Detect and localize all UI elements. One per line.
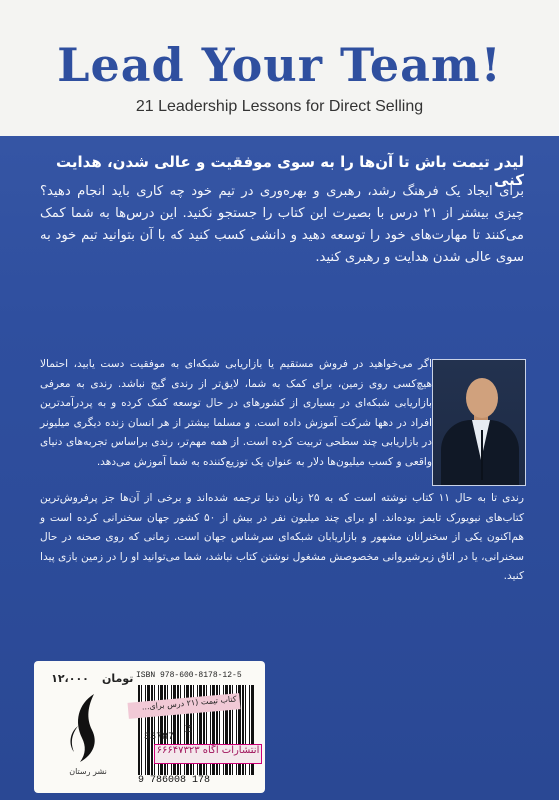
blurb-heading: لیدر تیمت باش تا آن‌ها را به سوی موفقیت و عالی شدن، هدایت کنی <box>56 153 524 189</box>
barcode-number: 9 786008 178 <box>138 775 211 786</box>
price-unit: تومان <box>102 672 134 685</box>
author-bio-part2: رندی تا به حال ۱۱ کتاب نوشته است که به ۲۵ زبان دنیا ترجمه شده‌اند و برخی از آن‌ها جز پرفروش‌ترین کتاب‌های نیویورک تایمز بوده‌اند. او برای چند میلیون نفر در بیش از ۵۰ کشور جهان سخنرانی کرده است و هم‌اکنون یکی از سخنرانان مشهور و بازاریابان شبکه‌ای سرشناس جهان است. زمانی که روی صحنه در حال سخنرانی، یا در اتاق زیرشیروانی مخصوصش مشغول نوشتن کتاب نباشد، شما می‌توانید او را در زمین بازی پیدا کنید. <box>40 492 524 583</box>
price-number: ۱۲،۰۰۰ <box>51 672 89 685</box>
author-bio-part1: اگر می‌خواهید در فروش مستقیم یا بازاریابی شبکه‌ای به موفقیت دست یابید، احتمالا هیچ‌کسی روی زمین، برای کمک به شما، لایق‌تر از رندی گیج نباشد. رندی به معرفی بازاریابی شبکه‌ای در بسیاری از کشورهای در حال توسعه کمک کرده و به پردرآمدترین افراد در دهها شرکت آموزش داده است. و مسلما بیشتر از هر انسان زنده دیگری میلیونر در بازاریابی چند سطحی تربیت کرده است. از همه مهم‌تر، رندی براساس تجربه‌های دنیای واقعی و کسب میلیون‌ها دلار به عنوان یک توزیع‌کننده به شما آموزش می‌دهد. <box>40 358 432 468</box>
price-sticker: کتاب تیمت (۲۱ درس برای... <box>128 693 241 719</box>
book-title: Lead Your Team! <box>57 38 502 92</box>
barcode-box <box>34 661 265 793</box>
isbn-text: ISBN 978-600-8178-12-5 <box>136 671 242 680</box>
author-jacket-line <box>481 430 483 480</box>
author-head <box>466 378 498 418</box>
inventory-code: 33787 <box>144 732 175 743</box>
blurb-intro: برای ایجاد یک فرهنگ رشد، رهبری و بهره‌وری در تیم خود چه کاری باید انجام دهید؟ چیزی بیشتر از ۲۱ درس با بصیرت این کتاب را جستجو نکنید. این درس‌ها به شما کمک می‌کنند تا مهارت‌های خود را توسعه دهید و دانشی کسب کنید که با آن بتوانید تیم خود به سوی عالی شدن هدایت و رهبری کنید. <box>40 184 524 265</box>
bookstore-sticker: انتشارات آگاه ۶۶۶۴۷۳۲۳ <box>154 744 262 764</box>
publisher-logo-icon <box>56 692 120 764</box>
publisher-name: نشر رستان <box>69 767 107 776</box>
book-subtitle: 21 Leadership Lessons for Direct Selling <box>135 98 424 115</box>
z-mark: Z <box>185 724 192 735</box>
author-photo <box>432 359 526 486</box>
